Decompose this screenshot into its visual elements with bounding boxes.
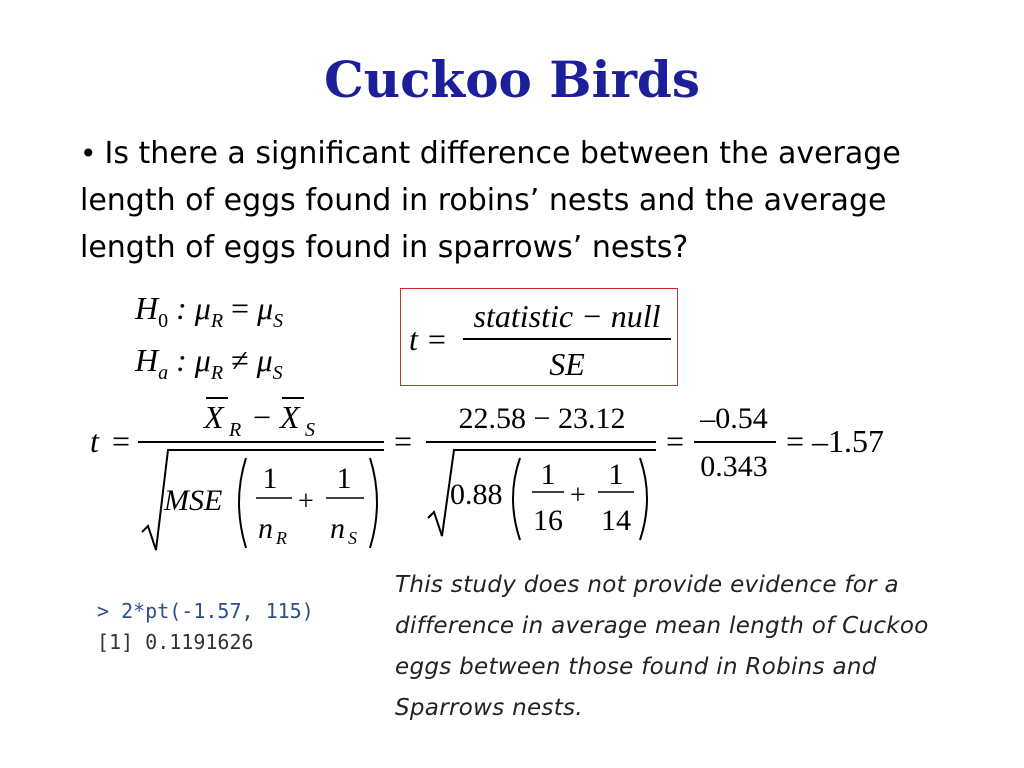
xbar-r-sub: R	[229, 419, 242, 441]
n-s-sub: S	[348, 528, 357, 548]
mse-value: 0.88	[450, 478, 503, 511]
right-paren-numeric	[640, 458, 647, 540]
t-formula-denominator: SE	[549, 346, 585, 381]
alt-h: H	[135, 342, 159, 378]
alt-mu-s: μ	[256, 342, 273, 378]
n-r: n	[258, 512, 273, 545]
plus-numeric: +	[570, 480, 586, 511]
r-command: > 2*pt(-1.57, 115)	[97, 599, 314, 623]
null-hypothesis	[135, 290, 284, 332]
alt-sub-r: R	[210, 362, 224, 384]
num-minus: −	[253, 399, 272, 435]
alt-sub-s: S	[272, 362, 283, 384]
comp-eq-1: =	[112, 423, 131, 459]
null-h: H	[135, 290, 159, 326]
xbar-s: X	[280, 399, 300, 435]
null-sub-r: R	[210, 310, 224, 332]
right-paren	[370, 458, 377, 548]
t-computation	[86, 392, 916, 557]
alt-mu-r: : μ	[176, 342, 211, 378]
num-values: 22.58 − 23.12	[458, 402, 626, 435]
frac-num: –0.54	[700, 402, 768, 435]
n-s: n	[330, 512, 345, 545]
t-formula-box	[400, 288, 678, 386]
r-output: [1] 0.1191626	[97, 630, 254, 654]
slide-title: Cuckoo Birds	[323, 50, 701, 109]
r-console-output	[97, 596, 314, 658]
null-sub: 0	[158, 310, 169, 332]
one-s: 1	[336, 462, 352, 495]
n-16: 16	[533, 504, 563, 537]
alt-sub: a	[158, 362, 169, 384]
t-formula	[407, 295, 673, 381]
t-formula-numerator: statistic − null	[473, 298, 661, 334]
bullet-marker: •	[80, 137, 97, 170]
bullet-text: Is there a significant difference between the average length of eggs found in robins’ nests and the average length of eggs found in sparrows’ nests?	[80, 136, 901, 265]
xbar-r: X	[204, 399, 224, 435]
null-op: =	[231, 290, 250, 326]
null-mu-s: μ	[257, 290, 274, 326]
conclusion-note: This study does not provide evidence for a difference in average mean length of Cuckoo eggs between those found in Robins and Sparrows nests.	[395, 572, 929, 721]
t-formula-lhs: t =	[409, 321, 448, 357]
alternative-hypothesis	[135, 342, 283, 384]
one-14: 1	[608, 458, 624, 491]
n-r-sub: R	[276, 528, 287, 548]
mse-label: MSE	[164, 484, 223, 517]
bullet-question	[80, 130, 985, 271]
n-14: 14	[601, 504, 631, 537]
inner-plus: +	[298, 486, 314, 517]
null-mu-r: : μ	[176, 290, 211, 326]
null-sub-s: S	[273, 310, 284, 332]
comp-eq-3: =	[666, 423, 685, 459]
comp-eq-2: =	[394, 423, 413, 459]
alt-op: ≠	[231, 342, 249, 378]
final-result: = –1.57	[786, 423, 885, 459]
comp-t: t	[90, 423, 99, 459]
one-r: 1	[262, 462, 278, 495]
left-paren-numeric	[513, 458, 520, 540]
xbar-s-sub: S	[305, 419, 315, 441]
frac-den: 0.343	[700, 450, 768, 483]
left-paren	[239, 458, 246, 548]
one-16: 1	[540, 458, 556, 491]
